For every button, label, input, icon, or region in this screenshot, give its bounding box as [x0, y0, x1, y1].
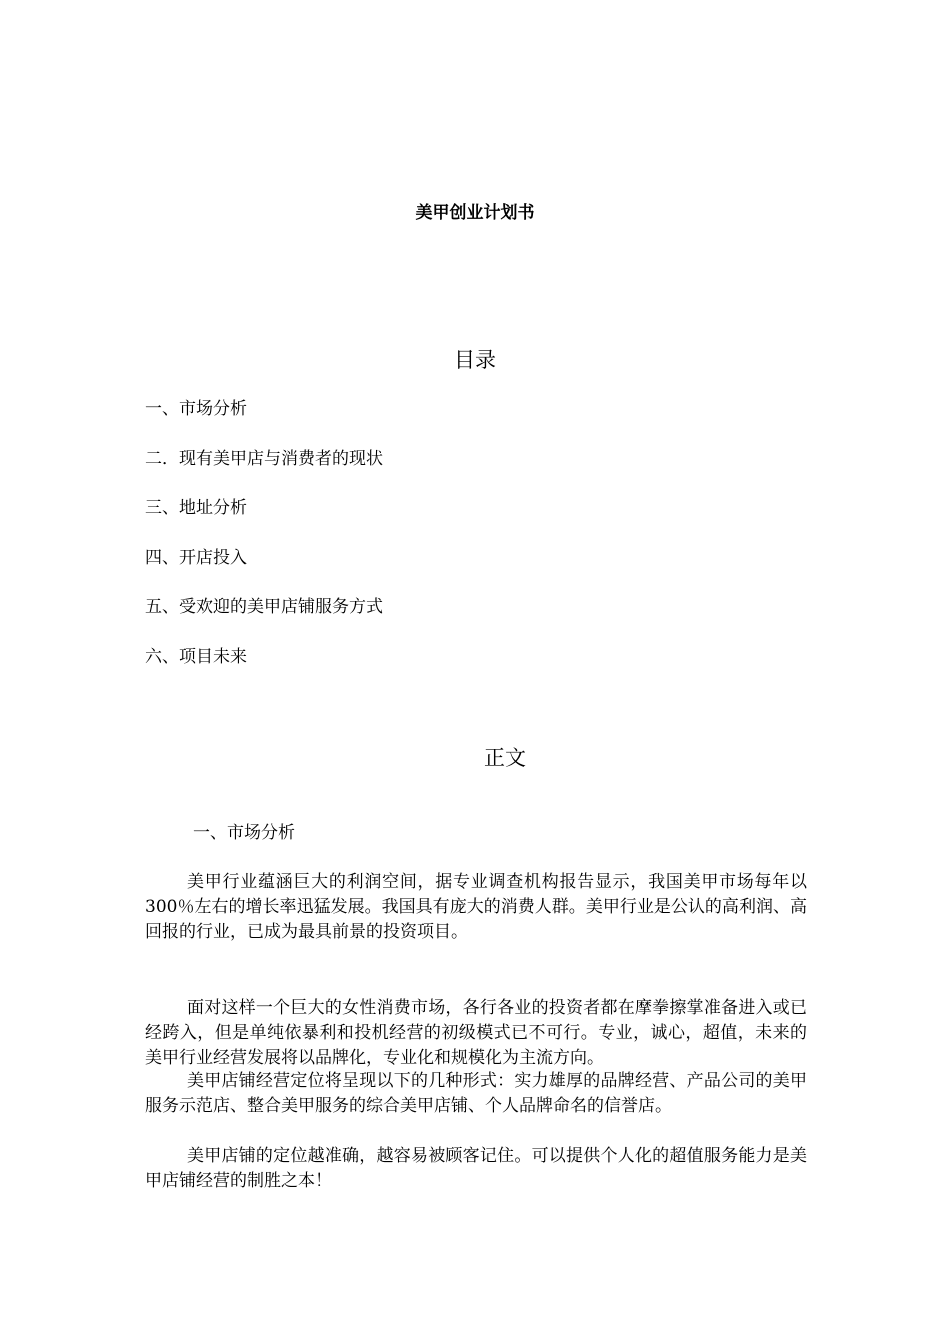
toc-item-location-analysis: 三、地址分析 — [145, 498, 247, 519]
toc-item-service-methods: 五、受欢迎的美甲店铺服务方式 — [145, 597, 383, 618]
section-title-market-analysis: 一、市场分析 — [193, 823, 295, 843]
toc-item-current-status: 二．现有美甲店与消费者的现状 — [145, 448, 383, 469]
toc-list — [145, 397, 383, 695]
document-title: 美甲创业计划书 — [415, 203, 535, 223]
body-paragraph: 面对这样一个巨大的女性消费市场，各行各业的投资者都在摩拳擦掌准备进入或已经跨入，但是单纯依暴利和投机经营的初级模式已不可行。专业，诚心，超值，未来的美甲行业经营发展将以品牌化，专业化和规模化为主流方向。 — [145, 998, 807, 1068]
body-paragraph: 美甲行业蕴涵巨大的利润空间，据专业调查机构报告显示，我国美甲市场每年以300％左右的增长率迅猛发展。我国具有庞大的消费人群。美甲行业是公认的高利润、高回报的行业，已成为最具前景的投资项目。 — [145, 872, 807, 942]
body-heading: 正文 — [484, 746, 526, 770]
body-paragraph: 美甲店铺经营定位将呈现以下的几种形式：实力雄厚的品牌经营、产品公司的美甲服务示范店、整合美甲服务的综合美甲店铺、个人品牌命名的信誉店。 — [145, 1071, 807, 1116]
toc-heading: 目录 — [454, 348, 496, 372]
toc-item-project-future: 六、项目未来 — [145, 646, 247, 667]
toc-item-investment: 四、开店投入 — [145, 547, 247, 568]
body-paragraph: 美甲店铺的定位越准确，越容易被顾客记住。可以提供个人化的超值服务能力是美甲店铺经营的制胜之本！ — [145, 1146, 807, 1191]
toc-item-market-analysis: 一、市场分析 — [145, 399, 247, 419]
